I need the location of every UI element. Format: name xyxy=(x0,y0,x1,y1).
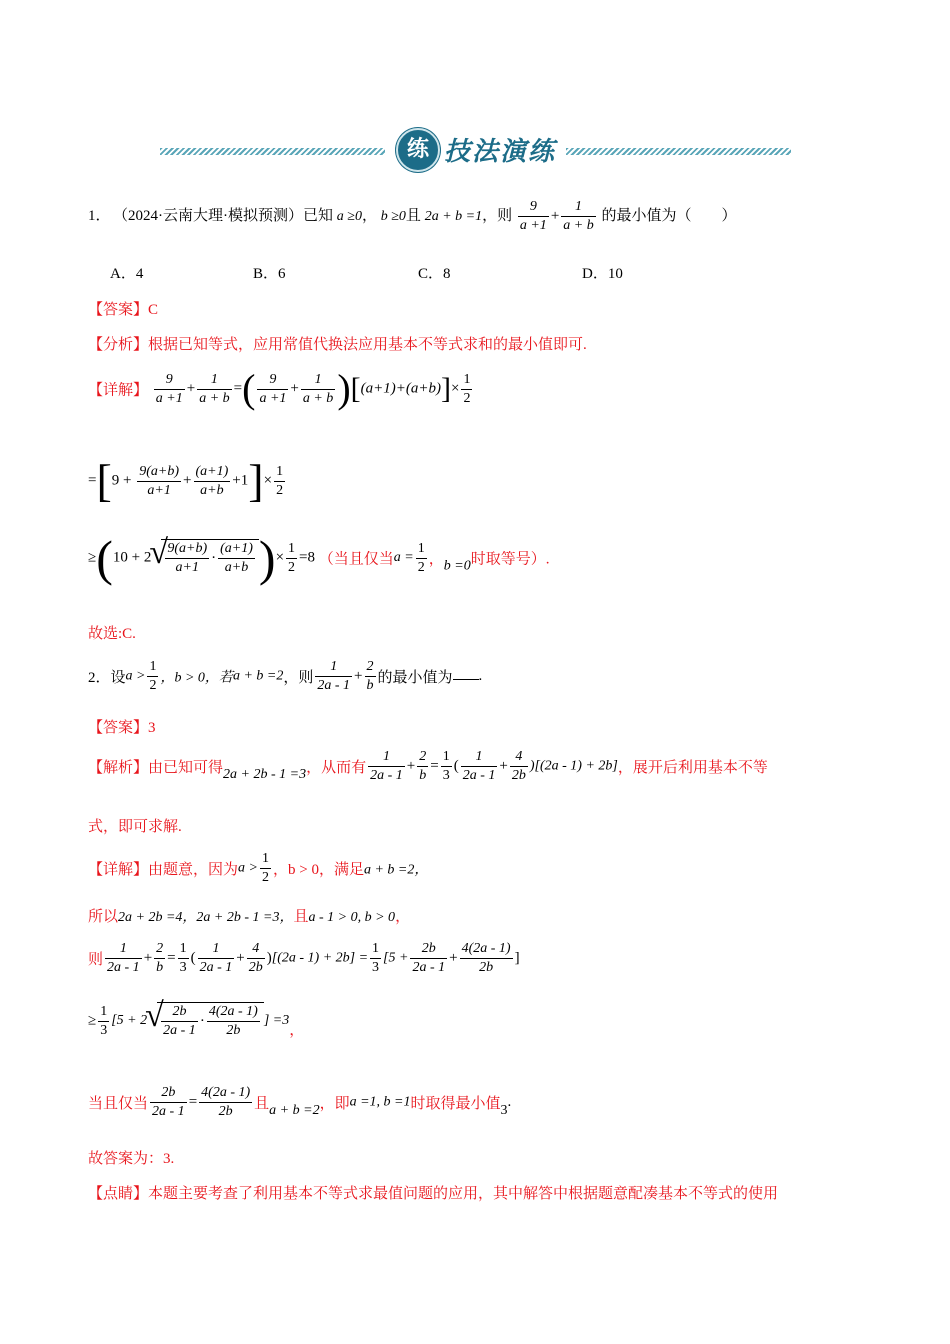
q2-so-line: 所以2a + 2b =4，2a + 2b - 1 =3，且a - 1 > 0, b > 0， xyxy=(88,909,411,925)
q1-analysis: 【分析】根据已知等式，应用常值代换法应用基本不等式求和的最小值即可. xyxy=(88,337,587,353)
q2-analysis: 【解析】由已知可得2a + 2b - 1 =3，从而有 $\frac{1}{2a - 1}$ + $\frac{2}{b}$ = $\frac{1}{3}$ ( $\frac{1}{2a - 1}$ + $\frac{4}{2b}$ )[(2a - 1) + 2b]，展开后利用基本不等 xyxy=(88,749,768,783)
q1-option-b[interactable]: B．6 xyxy=(253,266,286,282)
q1-detail-line1: 【详解】 $\frac{9}{a +1}$ + $\frac{1}{a + b}$ =( $\frac{9}{a +1}$ + $\frac{1}{a + b}$ )[(a+1)+(a+b)]× $\frac{1}{2}$ xyxy=(88,366,471,411)
q2-answer: 【答案】3 xyxy=(88,720,156,736)
q1-option-a[interactable]: A．4 xyxy=(110,266,144,282)
q1-option-c[interactable]: C．8 xyxy=(418,266,451,282)
q2-equality-line: 当且仅当 $\frac{2b}{2a - 1}$ = $\frac{4(2a - 1)}{2b}$ 且a + b =2，即a =1, b =1时取得最小值3. xyxy=(88,1085,512,1119)
q2-detail-line1: 【详解】由题意，因为a > $\frac{1}{2}$ ，b > 0，满足a + b =2， xyxy=(88,851,429,885)
q2-question: 2．设a > $\frac{1}{2}$ ，b > 0，若a + b =2，则 $\frac{1}{2a - 1}$ + $\frac{2}{b}$ 的最小值为 . xyxy=(88,659,483,693)
q1-conclusion: 故选:C. xyxy=(88,626,136,642)
q1-answer: 【答案】C xyxy=(88,302,159,318)
banner-badge-icon: 练 xyxy=(396,128,440,172)
q1-detail-line3: ≥(10 + 2 √ $\frac{9(a+b)}{a+1}$ · $\frac{(a+1)}{a+b}$ )× $\frac{1}{2}$ =8 （当且仅当a = $\frac{1}{2}$ ，b =0时取等号）. xyxy=(88,538,549,578)
q1-detail-line2: =[9 + $\frac{9(a+b)}{a+1}$ + $\frac{(a+1)}{a+b}$ +1]× $\frac{1}{2}$ xyxy=(88,455,284,506)
q1-question: 1． （2024·云南大理·模拟预测）已知 a ≥0， b ≥0且 2a + b =1，则 $\frac{9}{a +1}$ + $\frac{1}{a + b}$ 的最小值为（ ） xyxy=(88,199,737,233)
q2-analysis-cont: 式，即可求解. xyxy=(88,819,182,835)
banner-right-stripe xyxy=(566,148,791,155)
q2-answer-blank[interactable] xyxy=(453,665,479,680)
banner-left-stripe xyxy=(160,148,385,155)
q2-ineq-line: ≥ $\frac{1}{3}$ [5 + 2 √ $\frac{2b}{2a - 1}$ · $\frac{4(2a - 1)}{2b}$ ] =3， xyxy=(88,1002,304,1040)
q2-then-line: 则 $\frac{1}{2a - 1}$ + $\frac{2}{b}$ = $\frac{1}{3}$ ( $\frac{1}{2a - 1}$ + $\frac{4}{2b}$ )[(2a - 1) + 2b] = $\frac{1}{3}$ [5 + $\frac{2b}{2a - 1}$ + $\frac{4(2a - 1)}{2b}$ ] xyxy=(88,941,520,975)
q2-conclusion: 故答案为：3. xyxy=(88,1151,175,1167)
q1-option-d[interactable]: D．10 xyxy=(582,266,623,282)
banner-title: 技法演练 xyxy=(444,137,557,167)
q2-comment: 【点睛】本题主要考查了利用基本不等式求最值问题的应用，其中解答中根据题意配凑基本不等式的使用 xyxy=(88,1186,779,1202)
